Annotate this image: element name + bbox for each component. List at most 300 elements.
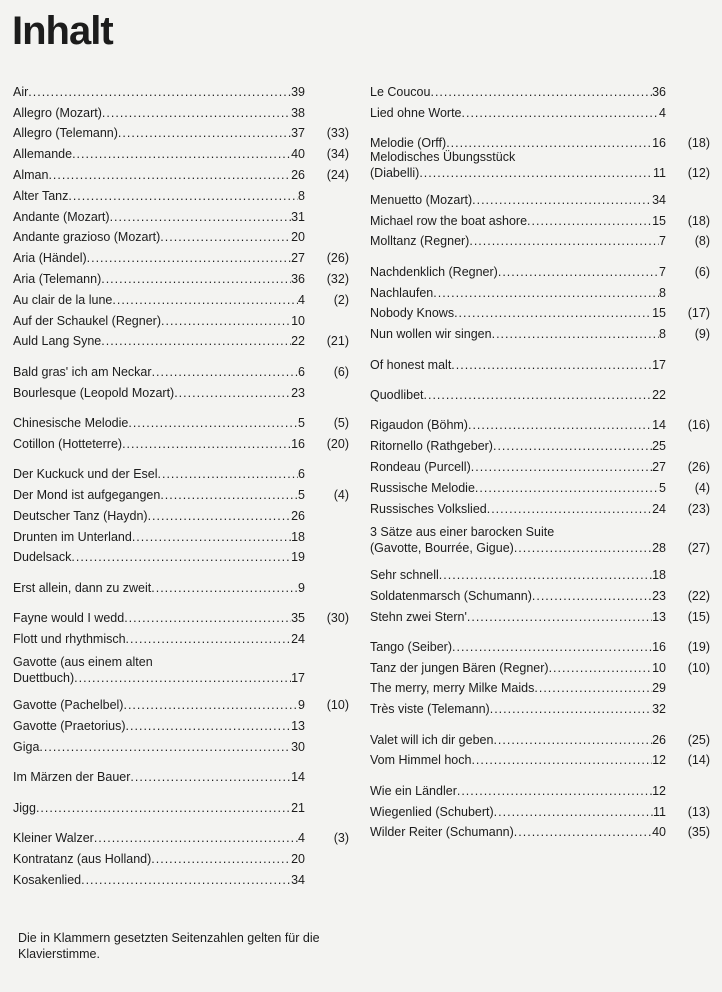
dot-leader bbox=[471, 753, 652, 767]
toc-entry bbox=[13, 460, 353, 481]
piano-page-number: (10) bbox=[687, 660, 710, 675]
toc-entry-title: Molltanz (Regner) bbox=[370, 234, 470, 249]
toc-entry-title: Chinesische Melodie bbox=[13, 415, 129, 430]
dot-leader bbox=[468, 418, 652, 432]
page-number: 23 bbox=[652, 588, 666, 603]
toc-entry-title: Stehn zwei Stern' bbox=[370, 609, 467, 624]
toc-entry bbox=[13, 244, 353, 265]
dot-leader bbox=[534, 681, 652, 695]
page-number: 16 bbox=[291, 436, 305, 451]
toc-entry bbox=[370, 726, 710, 747]
toc-entry bbox=[370, 207, 710, 228]
toc-entry bbox=[13, 502, 353, 523]
toc-entry-title: Jigg bbox=[13, 800, 36, 815]
toc-entry bbox=[370, 412, 710, 433]
toc-entry-title: Menuetto (Mozart) bbox=[370, 192, 473, 207]
page-number: 26 bbox=[652, 732, 666, 747]
dot-leader bbox=[492, 327, 659, 341]
toc-entry-title: 3 Sätze aus einer barocken Suite bbox=[370, 525, 555, 540]
dot-leader bbox=[433, 286, 659, 300]
toc-entry bbox=[13, 161, 353, 182]
page-number: 24 bbox=[291, 631, 305, 646]
toc-entry-title: Im Märzen der Bauer bbox=[13, 770, 131, 785]
piano-page-number: (18) bbox=[687, 213, 710, 228]
page-number: 18 bbox=[291, 529, 305, 544]
toc-entry-title: Andante (Mozart) bbox=[13, 209, 110, 224]
toc-entry-title: Très viste (Telemann) bbox=[370, 702, 490, 717]
page-number: 40 bbox=[291, 147, 305, 162]
dot-leader bbox=[514, 825, 652, 839]
dot-leader bbox=[151, 852, 291, 866]
page-number: 11 bbox=[653, 165, 666, 180]
piano-page-number: (4) bbox=[333, 487, 349, 502]
toc-entry-title: Tanz der jungen Bären (Regner) bbox=[370, 660, 549, 675]
toc-entry-title: Allemande bbox=[13, 147, 73, 162]
dot-leader bbox=[451, 358, 652, 372]
dot-leader bbox=[452, 640, 652, 654]
toc-entry-title: Der Mond ist aufgegangen bbox=[13, 487, 161, 502]
toc-entry-title: Rondeau (Purcell) bbox=[370, 459, 471, 474]
toc-entry-title: Aria (Telemann) bbox=[13, 271, 102, 286]
toc-entry bbox=[370, 78, 710, 99]
toc-entry bbox=[370, 432, 710, 453]
page-number: 7 bbox=[659, 264, 666, 279]
toc-entry-title: Soldatenmarsch (Schumann) bbox=[370, 588, 532, 603]
page-number: 9 bbox=[298, 698, 305, 713]
dot-leader bbox=[94, 831, 298, 845]
piano-page-number: (22) bbox=[687, 588, 710, 603]
dot-leader bbox=[475, 481, 659, 495]
page-number: 14 bbox=[291, 770, 305, 785]
piano-page-number: (24) bbox=[326, 167, 349, 182]
toc-entry-title: Kleiner Walzer bbox=[13, 831, 94, 846]
toc-entry bbox=[370, 633, 710, 654]
toc-entry-title: Flott und rhythmisch bbox=[13, 631, 126, 646]
dot-leader bbox=[74, 671, 291, 685]
toc-entry bbox=[370, 819, 710, 840]
piano-page-number: (18) bbox=[687, 135, 710, 150]
piano-page-number: (16) bbox=[687, 418, 710, 433]
toc-entry-title: Lied ohne Worte bbox=[370, 105, 462, 120]
toc-entry-title: The merry, merry Milke Maids bbox=[370, 681, 535, 696]
toc-entry-title: Ritornello (Rathgeber) bbox=[370, 439, 493, 454]
toc-entry bbox=[370, 603, 710, 624]
page-number: 27 bbox=[291, 251, 305, 266]
dot-leader bbox=[122, 437, 291, 451]
dot-leader bbox=[174, 386, 291, 400]
toc-entry-title: Air bbox=[13, 84, 29, 99]
piano-page-number: (9) bbox=[694, 327, 710, 342]
toc-entry bbox=[370, 300, 710, 321]
page-number: 15 bbox=[652, 213, 666, 228]
toc-entry-title: Kontratanz (aus Holland) bbox=[13, 851, 152, 866]
dot-leader bbox=[152, 365, 298, 379]
dot-leader bbox=[130, 770, 291, 784]
dot-leader bbox=[498, 265, 659, 279]
toc-entry bbox=[370, 258, 710, 279]
toc-entry bbox=[13, 265, 353, 286]
toc-entry-title: Bourlesque (Leopold Mozart) bbox=[13, 385, 175, 400]
toc-entry bbox=[13, 712, 353, 733]
toc-entry bbox=[13, 203, 353, 224]
page-number: 6 bbox=[298, 364, 305, 379]
page-number: 32 bbox=[652, 702, 666, 717]
toc-entry bbox=[13, 120, 353, 141]
toc-entry bbox=[370, 695, 710, 716]
dot-leader bbox=[430, 85, 652, 99]
page-number: 10 bbox=[652, 660, 666, 675]
toc-entry-title: Rigaudon (Böhm) bbox=[370, 418, 468, 433]
toc-right-column bbox=[370, 78, 710, 839]
dot-leader bbox=[101, 334, 291, 348]
page-number: 29 bbox=[652, 681, 666, 696]
page-number: 16 bbox=[652, 135, 666, 150]
toc-entry bbox=[370, 474, 710, 495]
piano-page-number: (32) bbox=[326, 271, 349, 286]
page-number: 16 bbox=[652, 639, 666, 654]
page-number: 5 bbox=[298, 487, 305, 502]
toc-entry-title: Kosakenlied bbox=[13, 872, 82, 887]
page-number: 12 bbox=[652, 783, 666, 798]
dot-leader bbox=[490, 702, 652, 716]
piano-page-number: (23) bbox=[687, 501, 710, 516]
toc-entry bbox=[13, 182, 353, 203]
page-number: 14 bbox=[652, 418, 666, 433]
toc-entry bbox=[13, 733, 353, 754]
toc-entry bbox=[370, 150, 710, 186]
toc-entry-title: Nachdenklich (Regner) bbox=[370, 264, 498, 279]
dot-leader bbox=[148, 509, 292, 523]
page-number: 23 bbox=[291, 385, 305, 400]
page-number: 8 bbox=[298, 188, 305, 203]
page-number: 37 bbox=[291, 126, 305, 141]
dot-leader bbox=[126, 719, 292, 733]
dot-leader bbox=[71, 550, 291, 564]
page-number: 36 bbox=[291, 271, 305, 286]
toc-entry-title: Dudelsack bbox=[13, 550, 72, 565]
dot-leader bbox=[472, 193, 652, 207]
dot-leader bbox=[462, 106, 660, 120]
toc-entry bbox=[13, 845, 353, 866]
toc-entry bbox=[13, 691, 353, 712]
page-number: 31 bbox=[291, 209, 305, 224]
toc-entry bbox=[13, 523, 353, 544]
page-number: 20 bbox=[291, 230, 305, 245]
toc-entry-title: Alman bbox=[13, 167, 49, 182]
page-number: 22 bbox=[652, 387, 666, 402]
toc-entry-title: Valet will ich dir geben bbox=[370, 732, 494, 747]
page-number: 8 bbox=[659, 327, 666, 342]
piano-page-number: (17) bbox=[687, 306, 710, 321]
toc-entry bbox=[13, 604, 353, 625]
toc-entry-title: Der Kuckuck und der Esel bbox=[13, 467, 158, 482]
page-number: 20 bbox=[291, 851, 305, 866]
toc-entry bbox=[370, 525, 710, 561]
toc-entry-title: Michael row the boat ashore bbox=[370, 213, 528, 228]
dot-leader bbox=[471, 460, 652, 474]
toc-entry-title: Gavotte (aus einem alten bbox=[13, 655, 153, 670]
toc-entry bbox=[13, 358, 353, 379]
page-number: 28 bbox=[652, 541, 666, 556]
toc-entry-title: Erst allein, dann zu zweit bbox=[13, 580, 152, 595]
toc-entry bbox=[370, 675, 710, 696]
toc-entry-title: Wiegenlied (Schubert) bbox=[370, 804, 494, 819]
dot-leader bbox=[527, 214, 652, 228]
page-number: 11 bbox=[653, 804, 666, 819]
toc-entry bbox=[13, 430, 353, 451]
toc-entry bbox=[370, 747, 710, 768]
toc-entry bbox=[370, 129, 710, 150]
page-number: 38 bbox=[291, 105, 305, 120]
dot-leader bbox=[493, 439, 652, 453]
page-number: 4 bbox=[659, 105, 666, 120]
dot-leader bbox=[118, 126, 291, 140]
toc-entry-title-cont: (Diabelli) bbox=[370, 165, 420, 180]
dot-leader bbox=[151, 581, 298, 595]
toc-entry-title: Nobody Knows bbox=[370, 306, 455, 321]
dot-leader bbox=[419, 166, 653, 180]
page-number: 7 bbox=[659, 234, 666, 249]
toc-entry-title: Giga bbox=[13, 739, 40, 754]
toc-entry-title: Nun wollen wir singen bbox=[370, 327, 492, 342]
toc-entry bbox=[13, 824, 353, 845]
piano-page-number: (25) bbox=[687, 732, 710, 747]
toc-entry bbox=[370, 561, 710, 582]
piano-page-number: (20) bbox=[326, 436, 349, 451]
toc-entry-title: Cotillon (Hotteterre) bbox=[13, 436, 123, 451]
piano-page-number: (26) bbox=[326, 251, 349, 266]
page-number: 4 bbox=[298, 831, 305, 846]
page-number: 40 bbox=[652, 825, 666, 840]
toc-entry-title: Gavotte (Praetorius) bbox=[13, 719, 126, 734]
dot-leader bbox=[102, 106, 291, 120]
piano-page-number: (3) bbox=[333, 831, 349, 846]
toc-entry bbox=[13, 99, 353, 120]
toc-entry-title: Russisches Volkslied bbox=[370, 501, 487, 516]
dot-leader bbox=[87, 251, 291, 265]
dot-leader bbox=[72, 147, 291, 161]
toc-entry bbox=[13, 655, 353, 691]
toc-entry bbox=[370, 99, 710, 120]
toc-entry bbox=[370, 798, 710, 819]
dot-leader bbox=[132, 530, 291, 544]
dot-leader bbox=[549, 661, 653, 675]
piano-page-number: (26) bbox=[687, 459, 710, 474]
toc-entry-title: Au clair de la lune bbox=[13, 292, 113, 307]
piano-page-number: (10) bbox=[326, 698, 349, 713]
toc-entry-title: Aria (Händel) bbox=[13, 251, 87, 266]
toc-entry-title: Nachlaufen bbox=[370, 285, 434, 300]
toc-entry bbox=[13, 307, 353, 328]
toc-left-column bbox=[13, 78, 353, 887]
page-number: 5 bbox=[659, 480, 666, 495]
dot-leader bbox=[424, 388, 653, 402]
toc-entry bbox=[370, 777, 710, 798]
dot-leader bbox=[39, 740, 291, 754]
toc-entry bbox=[13, 409, 353, 430]
piano-page-number: (33) bbox=[326, 126, 349, 141]
toc-entry-title: Allegro (Mozart) bbox=[13, 105, 102, 120]
page-number: 21 bbox=[291, 800, 305, 815]
dot-leader bbox=[493, 733, 652, 747]
page-number: 5 bbox=[298, 415, 305, 430]
page-number: 35 bbox=[291, 611, 305, 626]
toc-entry-title: Bald gras' ich am Neckar bbox=[13, 364, 152, 379]
page-number: 26 bbox=[291, 508, 305, 523]
toc-entry-title: Of honest malt bbox=[370, 357, 452, 372]
toc-entry-title: Melodisches Übungsstück bbox=[370, 149, 516, 164]
toc-entry bbox=[13, 625, 353, 646]
dot-leader bbox=[123, 698, 298, 712]
toc-entry-title: Auf der Schaukel (Regner) bbox=[13, 313, 161, 328]
toc-entry bbox=[370, 381, 710, 402]
toc-entry bbox=[370, 453, 710, 474]
toc-entry-title-cont: Duettbuch) bbox=[13, 671, 75, 686]
dot-leader bbox=[81, 873, 291, 887]
piano-page-number: (8) bbox=[694, 234, 710, 249]
toc-entry-title: Quodlibet bbox=[370, 387, 424, 402]
piano-page-number: (6) bbox=[694, 264, 710, 279]
dot-leader bbox=[68, 189, 298, 203]
dot-leader bbox=[439, 568, 652, 582]
toc-entry bbox=[370, 495, 710, 516]
dot-leader bbox=[161, 314, 291, 328]
page-number: 27 bbox=[652, 459, 666, 474]
piano-page-number: (27) bbox=[687, 541, 710, 556]
dot-leader bbox=[128, 416, 298, 430]
toc-entry bbox=[13, 794, 353, 815]
dot-leader bbox=[160, 230, 291, 244]
piano-page-number: (6) bbox=[333, 364, 349, 379]
dot-leader bbox=[454, 306, 652, 320]
piano-page-number: (15) bbox=[687, 609, 710, 624]
page-number: 30 bbox=[291, 739, 305, 754]
toc-entry bbox=[13, 574, 353, 595]
page-number: 34 bbox=[291, 872, 305, 887]
piano-page-number: (34) bbox=[326, 147, 349, 162]
toc-entry-title: Wilder Reiter (Schumann) bbox=[370, 825, 514, 840]
piano-page-number: (14) bbox=[687, 753, 710, 768]
toc-entry-title: Le Coucou bbox=[370, 84, 431, 99]
piano-page-number: (19) bbox=[687, 639, 710, 654]
page-number: 36 bbox=[652, 84, 666, 99]
toc-entry-title: Vom Himmel hoch bbox=[370, 753, 472, 768]
dot-leader bbox=[494, 805, 653, 819]
toc-entry bbox=[370, 279, 710, 300]
piano-page-number: (5) bbox=[333, 415, 349, 430]
toc-entry-title: Allegro (Telemann) bbox=[13, 126, 118, 141]
toc-entry bbox=[370, 654, 710, 675]
page-number: 12 bbox=[652, 753, 666, 768]
toc-entry bbox=[370, 228, 710, 249]
toc-entry bbox=[13, 544, 353, 565]
page-number: 25 bbox=[652, 439, 666, 454]
piano-page-number: (4) bbox=[694, 480, 710, 495]
toc-entry-title: Drunten im Unterland bbox=[13, 529, 132, 544]
dot-leader bbox=[514, 541, 652, 555]
toc-entry-title: Andante grazioso (Mozart) bbox=[13, 230, 161, 245]
toc-entry-title: Alter Tanz bbox=[13, 188, 69, 203]
dot-leader bbox=[446, 136, 652, 150]
page-number: 10 bbox=[291, 313, 305, 328]
dot-leader bbox=[101, 272, 291, 286]
page-number: 4 bbox=[298, 292, 305, 307]
dot-leader bbox=[487, 502, 652, 516]
toc-entry-title: Deutscher Tanz (Haydn) bbox=[13, 508, 148, 523]
toc-entry bbox=[370, 582, 710, 603]
page-number: 39 bbox=[291, 84, 305, 99]
toc-entry bbox=[13, 866, 353, 887]
page-number: 17 bbox=[291, 671, 305, 686]
toc-entry bbox=[13, 224, 353, 245]
toc-entry-title: Wie ein Ländler bbox=[370, 783, 457, 798]
page-number: 6 bbox=[298, 467, 305, 482]
toc-entry bbox=[370, 186, 710, 207]
dot-leader bbox=[160, 488, 298, 502]
toc-entry-title: Russische Melodie bbox=[370, 480, 475, 495]
toc-entry bbox=[13, 286, 353, 307]
dot-leader bbox=[48, 168, 291, 182]
toc-entry-title-cont: (Gavotte, Bourrée, Gigue) bbox=[370, 541, 514, 556]
toc-entry-title: Melodie (Orff) bbox=[370, 135, 447, 150]
piano-page-number: (2) bbox=[333, 292, 349, 307]
toc-entry-title: Fayne would I wedd bbox=[13, 611, 125, 626]
dot-leader bbox=[28, 85, 291, 99]
piano-page-number: (12) bbox=[687, 165, 710, 180]
piano-page-number: (35) bbox=[687, 825, 710, 840]
dot-leader bbox=[532, 589, 652, 603]
page-number: 26 bbox=[291, 167, 305, 182]
dot-leader bbox=[467, 610, 652, 624]
dot-leader bbox=[457, 784, 652, 798]
toc-entry bbox=[13, 328, 353, 349]
dot-leader bbox=[469, 234, 659, 248]
dot-leader bbox=[110, 210, 292, 224]
piano-page-number: (21) bbox=[326, 334, 349, 349]
toc-entry-title: Sehr schnell bbox=[370, 567, 439, 582]
page-number: 15 bbox=[652, 306, 666, 321]
page-number: 19 bbox=[291, 550, 305, 565]
toc-entry bbox=[370, 320, 710, 341]
page-title: Inhalt bbox=[12, 9, 113, 53]
page-number: 34 bbox=[652, 192, 666, 207]
page-number: 24 bbox=[652, 501, 666, 516]
toc-entry-title: Auld Lang Syne bbox=[13, 334, 102, 349]
toc-entry bbox=[13, 763, 353, 784]
toc-entry bbox=[13, 379, 353, 400]
page-number: 13 bbox=[652, 609, 666, 624]
footnote: Die in Klammern gesetzten Seitenzahlen gelten für die Klavierstimme. bbox=[18, 931, 320, 961]
page-number: 9 bbox=[298, 580, 305, 595]
page-number: 18 bbox=[652, 567, 666, 582]
page-number: 17 bbox=[652, 357, 666, 372]
piano-page-number: (30) bbox=[326, 611, 349, 626]
page-number: 8 bbox=[659, 285, 666, 300]
toc-entry-title: Gavotte (Pachelbel) bbox=[13, 698, 124, 713]
toc-entry-title: Tango (Seiber) bbox=[370, 639, 452, 654]
page-number: 13 bbox=[291, 719, 305, 734]
toc-entry bbox=[13, 78, 353, 99]
toc-entry bbox=[370, 351, 710, 372]
page-number: 22 bbox=[291, 334, 305, 349]
dot-leader bbox=[36, 801, 291, 815]
dot-leader bbox=[126, 632, 292, 646]
toc-entry bbox=[13, 481, 353, 502]
dot-leader bbox=[124, 611, 291, 625]
piano-page-number: (13) bbox=[687, 804, 710, 819]
dot-leader bbox=[158, 467, 299, 481]
toc-entry bbox=[13, 140, 353, 161]
